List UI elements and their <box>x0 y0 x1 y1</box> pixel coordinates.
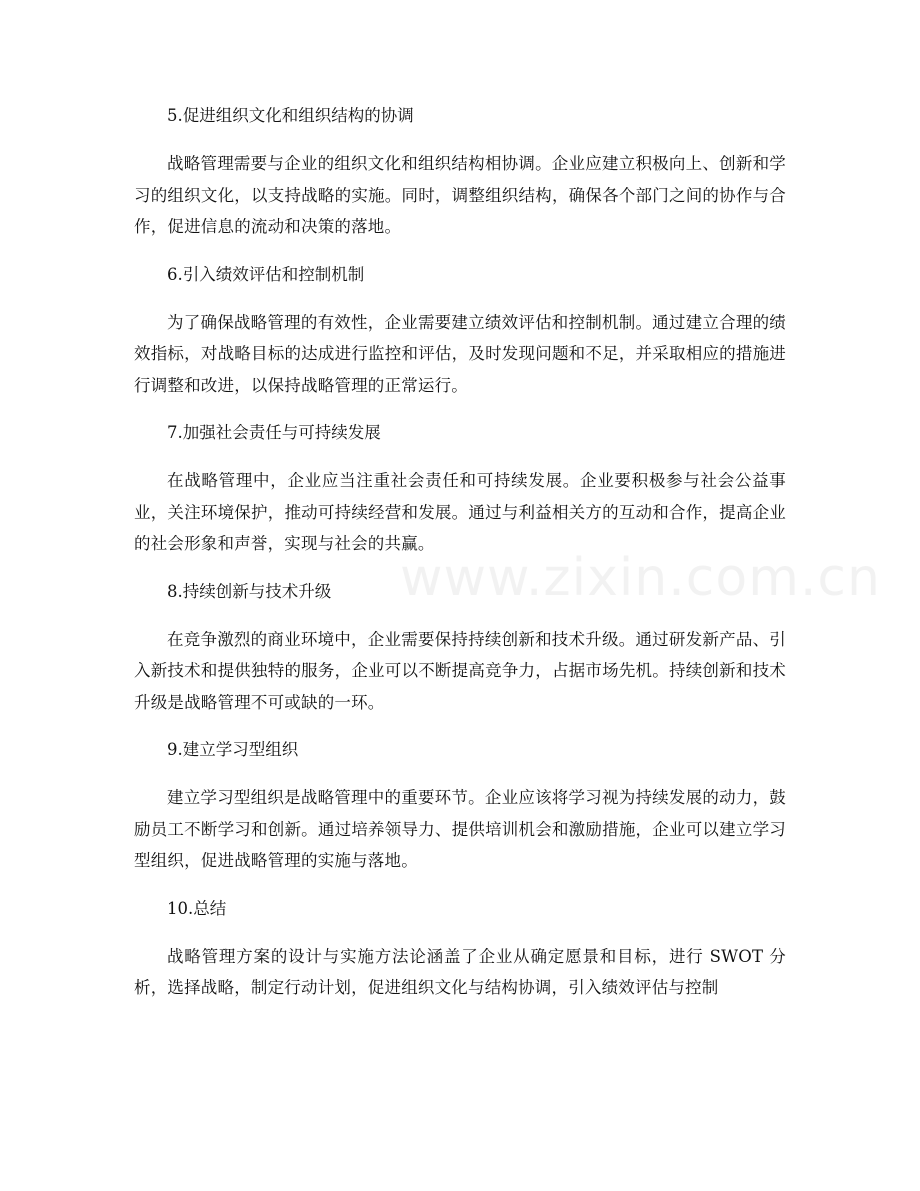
section-heading-8: 8.持续创新与技术升级 <box>167 581 332 601</box>
section-body-8: 在竞争激烈的商业环境中，企业需要保持持续创新和技术升级。通过研发新产品、引入新技术和提供独特的服务，企业可以不断提高竞争力，占据市场先机。持续创新和技术升级是战略管理不可或缺的一环。 <box>134 629 786 712</box>
section-heading-5: 5.促进组织文化和组织结构的协调 <box>167 106 414 125</box>
section-heading-7: 7.加强社会责任与可持续发展 <box>167 423 381 442</box>
watermark-text: www.zixin.com.cn <box>400 548 881 608</box>
section-heading-10: 10.总结 <box>167 898 227 918</box>
document-body <box>134 101 786 1021</box>
section-body-5: 战略管理需要与企业的组织文化和组织结构相协调。企业应建立积极向上、创新和学习的组织文化，以支持战略的实施。同时，调整组织结构，确保各个部门之间的协作与合作，促进信息的流动和决策的落地。 <box>134 154 786 236</box>
section-body-7: 在战略管理中，企业应当注重社会责任和可持续发展。企业要积极参与社会公益事业，关注环境保护，推动可持续经营和发展。通过与利益相关方的互动和合作，提高企业的社会形象和声誉，实现与社会的共赢。 <box>134 471 786 553</box>
section-body-6: 为了确保战略管理的有效性，企业需要建立绩效评估和控制机制。通过建立合理的绩效指标，对战略目标的达成进行监控和评估，及时发现问题和不足，并采取相应的措施进行调整和改进，以保持战略管理的正常运行。 <box>134 312 786 395</box>
section-body-9: 建立学习型组织是战略管理中的重要环节。企业应该将学习视为持续发展的动力，鼓励员工不断学习和创新。通过培养领导力、提供培训机会和激励措施，企业可以建立学习型组织，促进战略管理的实施与落地。 <box>134 788 786 870</box>
section-body-10: 战略管理方案的设计与实施方法论涵盖了企业从确定愿景和目标，进行 SWOT 分析，选择战略，制定行动计划，促进组织文化与结构协调，引入绩效评估与控制 <box>134 946 786 997</box>
section-heading-9: 9.建立学习型组织 <box>167 740 299 759</box>
section-heading-6: 6.引入绩效评估和控制机制 <box>167 264 365 284</box>
